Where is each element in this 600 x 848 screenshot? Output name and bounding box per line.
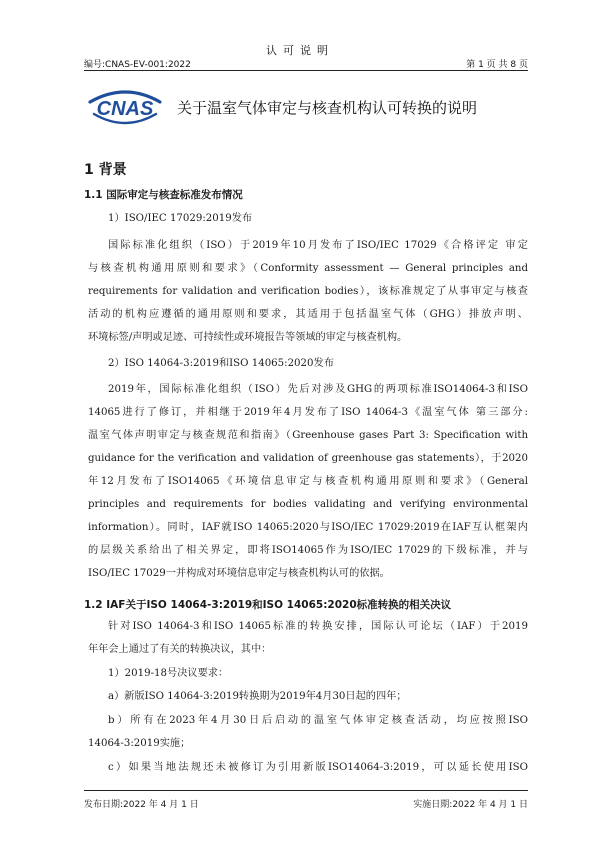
paragraph-line: 年年会上通过了有关的转换决议，其中： <box>88 644 272 655</box>
paragraph-line: 温室气体声明审定与核查规范和指南》（Greenhouse gases Part 3: Specification with <box>88 430 528 441</box>
publish-date: 发布日期:2022 年 4 月 1 日 <box>84 800 199 810</box>
page-info: 第 1 页 共 8 页 <box>466 60 528 70</box>
paragraph-line: 环境标签/声明或足迹、可持续性或环境报告等领域的审定与核查机构。 <box>88 332 408 343</box>
subsection-heading: 1.1 国际审定与核查标准发布情况 <box>84 189 243 201</box>
paragraph-line: 与核查机构通用原则和要求》（Conformity assessment — General principles and <box>88 263 528 274</box>
paragraph-line: 年12月发布了ISO14065《环境信息审定与核查机构通用原则和要求》（General <box>88 476 528 487</box>
cnas-logo <box>84 84 166 130</box>
paragraph-line: guidance for the verification and validation of greenhouse gas statements），于2020 <box>88 453 528 464</box>
paragraph-line: ISO/IEC 17029一并构成对环境信息审定与核查机构认可的依据。 <box>88 568 390 579</box>
header-title: 认可说明 <box>266 44 334 57</box>
paragraph-line: principles and requirements for bodies validating and verifying environmental <box>88 499 528 510</box>
header-rule <box>84 70 528 71</box>
item-title: 1）ISO/IEC 17029:2019发布 <box>108 213 253 224</box>
doc-title: 关于温室气体审定与核查机构认可转换的说明 <box>177 99 478 117</box>
logo-text: CNAS <box>96 98 154 120</box>
footer-rule <box>84 790 528 791</box>
list-item: a）新版ISO 14064-3:2019转换期为2019年4月30日起的四年； <box>108 691 407 702</box>
paragraph-line: 的层级关系给出了相关界定，即将ISO14065作为ISO/IEC 17029的下级标准，并与 <box>88 545 528 556</box>
paragraph-line: 国际标准化组织（ISO）于2019年10月发布了ISO/IEC 17029《合格评定 审定 <box>108 240 528 251</box>
subsection-heading: 1.2 IAF关于ISO 14064-3:2019和ISO 14065:2020标准转换的相关决议 <box>84 599 452 611</box>
paragraph-line: 2019年，国际标准化组织（ISO）先后对涉及GHG的两项标准ISO14064-3和ISO <box>108 384 528 395</box>
paragraph-line: 针对ISO 14064-3和ISO 14065标准的转换安排，国际认可论坛（IAF）于2019 <box>108 621 528 632</box>
doc-number: 编号:CNAS-EV-001:2022 <box>84 60 191 70</box>
paragraph-line: 活动的机构应遵循的通用原则和要求，其适用于包括温室气体（GHG）排放声明、 <box>88 309 528 320</box>
list-item: c）如果当地法规还未被修订为引用新版ISO14064-3:2019，可以延长使用ISO <box>108 762 528 773</box>
item-title: 2）ISO 14064-3:2019和ISO 14065:2020发布 <box>108 358 334 369</box>
list-item: b）所有在2023年4月30日后启动的温室气体审定核查活动，均应按照ISO <box>108 715 528 726</box>
paragraph-line: 14065进行了修订，并相继于2019年4月发布了ISO 14064-3《温室气体 第三部分: <box>88 407 528 418</box>
section-heading: 1 背景 <box>84 162 127 178</box>
item-title: 1）2019-18号决议要求： <box>108 668 229 679</box>
paragraph-line: requirements for validation and verification bodies），该标准规定了从事审定与核查 <box>88 286 528 297</box>
paragraph-line: 14064-3:2019实施； <box>88 738 191 749</box>
effective-date: 实施日期:2022 年 4 月 1 日 <box>413 800 528 810</box>
paragraph-line: information）。同时，IAF就ISO 14065:2020与ISO/IEC 17029:2019在IAF互认框架内 <box>88 522 528 533</box>
